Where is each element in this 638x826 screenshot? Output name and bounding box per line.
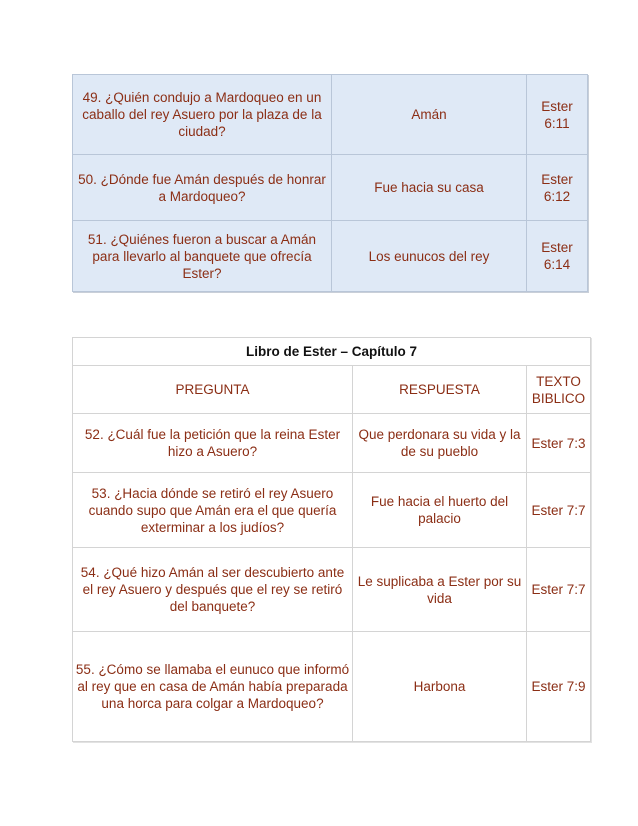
table-title: Libro de Ester – Capítulo 7 (73, 338, 591, 366)
answer-cell: Los eunucos del rey (332, 221, 527, 292)
answer-cell: Fue hacia el huerto del palacio (353, 473, 527, 548)
reference-cell: Ester 7:7 (527, 473, 591, 548)
table-caption-row (73, 338, 591, 366)
reference-cell: Ester 7:3 (527, 414, 591, 473)
answer-cell: Harbona (353, 632, 527, 742)
table-row (73, 414, 591, 473)
reference-cell: Ester 6:11 (527, 75, 588, 155)
answer-cell: Le suplicaba a Ester por su vida (353, 548, 527, 632)
table-row (73, 632, 591, 742)
question-cell: 55. ¿Cómo se llamaba el eunuco que informó al rey que en casa de Amán había preparada una horca para colgar a Mardoqueo? (73, 632, 353, 742)
table-row (73, 75, 588, 155)
question-cell: 54. ¿Qué hizo Amán al ser descubierto ante el rey Asuero y después que el rey se retiró del banquete? (73, 548, 353, 632)
question-cell: 50. ¿Dónde fue Amán después de honrar a Mardoqueo? (73, 155, 332, 221)
table-chapter-7 (72, 337, 591, 742)
table-row (73, 473, 591, 548)
answer-cell: Fue hacia su casa (332, 155, 527, 221)
answer-cell: Que perdonara su vida y la de su pueblo (353, 414, 527, 473)
table-chapter-6 (72, 74, 588, 292)
answer-cell: Amán (332, 75, 527, 155)
question-cell: 52. ¿Cuál fue la petición que la reina Ester hizo a Asuero? (73, 414, 353, 473)
reference-cell: Ester 6:12 (527, 155, 588, 221)
table-row (73, 221, 588, 292)
question-cell: 51. ¿Quiénes fueron a buscar a Amán para llevarlo al banquete que ofrecía Ester? (73, 221, 332, 292)
question-cell: 53. ¿Hacia dónde se retiró el rey Asuero cuando supo que Amán era el que quería exterminar a los judíos? (73, 473, 353, 548)
table-row (73, 548, 591, 632)
header-answer: RESPUESTA (353, 366, 527, 414)
header-question: PREGUNTA (73, 366, 353, 414)
header-reference: TEXTO BIBLICO (527, 366, 591, 414)
question-cell: 49. ¿Quién condujo a Mardoqueo en un caballo del rey Asuero por la plaza de la ciudad? (73, 75, 332, 155)
reference-cell: Ester 7:7 (527, 548, 591, 632)
table-header-row (73, 366, 591, 414)
table-row (73, 155, 588, 221)
reference-cell: Ester 7:9 (527, 632, 591, 742)
reference-cell: Ester 6:14 (527, 221, 588, 292)
